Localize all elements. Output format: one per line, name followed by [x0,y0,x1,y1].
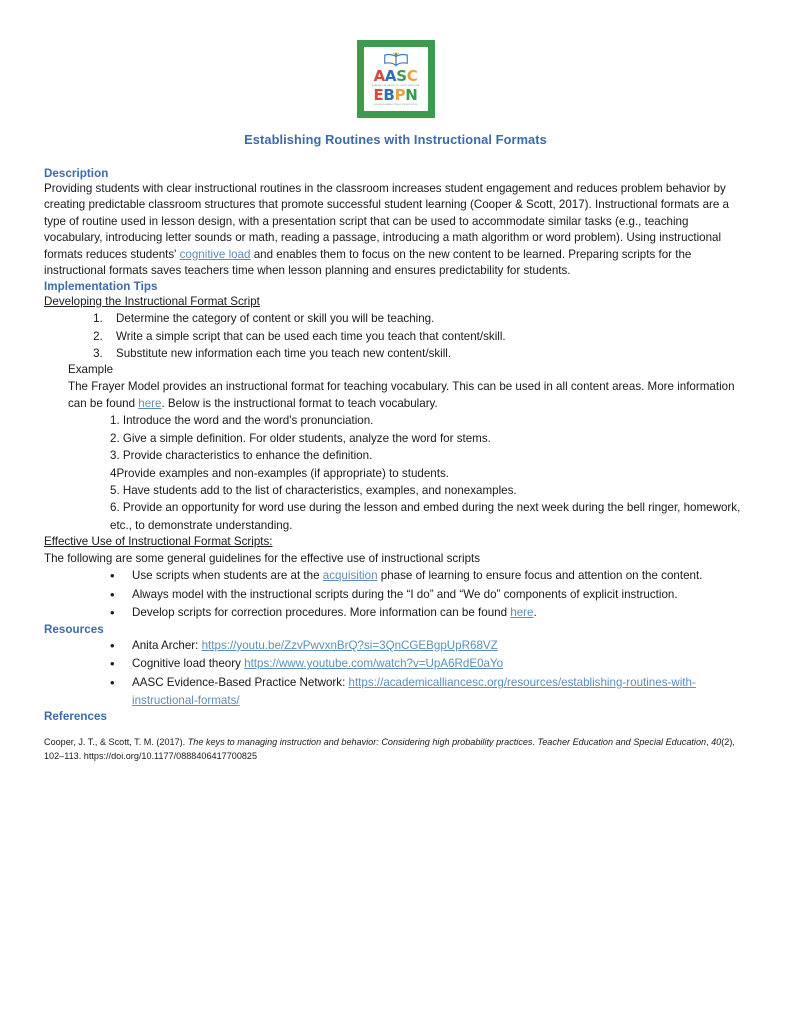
bullet-text-post: . [533,606,537,620]
correction-here-link[interactable]: here [510,606,534,620]
bullet-text-pre: Develop scripts for correction procedures. More information can be found [132,606,511,620]
example-block [44,362,747,412]
page-title: Establishing Routines with Instructional Formats [244,132,547,147]
reference-entry [44,736,747,763]
reference-issue-pages: (2), 102–113. [44,737,735,761]
logo-tagline-1: ACADEMIC ALLIANCE OF SOUTH CAROLINA [371,84,420,87]
logo-line-aasc: AASC [373,66,418,85]
section-heading-references: References [44,710,108,724]
resource-link-aasc-ebpn[interactable]: https://academicalliancesc.org/resources/establishing-routines-with-instructional-formats/ [132,676,696,707]
subheading-developing-script: Developing the Instructional Format Script [44,294,260,308]
example-intro-part2: . Below is the instructional format to teach vocabulary. [161,396,438,410]
list-item [110,655,747,673]
list-item: 3. Substitute new information each time you teach new content/skill. [106,345,747,362]
bullet-text-pre: Always model with the instructional scripts during the “I do” and “We do” components of explicit instruction. [132,587,678,601]
frayer-here-link[interactable]: here [138,396,162,410]
effective-use-intro: The following are some general guidelines for the effective use of instructional scripts [44,551,481,565]
open-book-icon [381,52,411,67]
logo-line-ebpn: EBPN [373,86,418,104]
list-item [110,604,747,622]
reference-comma: , [706,737,712,748]
bullet-text-pre: Use scripts when students are at the [132,569,323,583]
example-intro [68,379,747,412]
description-text-part1: Providing students with clear instructional routines in the classroom increases student engagement and reduces problem behavior by creating predictable classroom structures that promote successful student learning (Cooper & Scott, 2017). Instructional formats are a type of routine used in lesson design, with a presentation script that can be used to accommodate similar tasks (e.g., teaching vocabulary, introducing letter sounds or math, reading a passage, introducing a math algorithm or word problem). Using instructional formats reduces students' [44,182,730,261]
resource-label: Anita Archer: [132,638,202,652]
reference-doi[interactable]: https://doi.org/10.1177/0888406417700825 [83,750,258,761]
list-item: 2. Give a simple definition. For older students, analyze the word for stems. [110,431,491,445]
effective-use-bullets [44,567,747,622]
list-item: 2. Write a simple script that can be used each time you teach that content/skill. [106,328,747,345]
reference-volume: 40 [711,737,722,748]
description-paragraph [44,181,747,280]
list-item [110,586,747,604]
list-item: 1. Introduce the word and the word’s pronunciation. [110,414,374,428]
resource-link-anita-archer[interactable]: https://youtu.be/ZzvPwvxnBrQ?si=3QnCGEBgpUpR68VZ [201,638,498,652]
list-item: 4Provide examples and non-examples (if appropriate) to students. [110,466,449,480]
resource-label: Cognitive load theory [132,657,245,671]
resources-list [44,637,747,709]
logo-tagline-2: EVIDENCE-BASED PRACTICE NETWORK [373,104,418,106]
reference-authors: Cooper, J. T., & Scott, T. M. (2017). [44,737,188,748]
section-heading-implementation-tips: Implementation Tips [44,279,158,293]
resource-label: AASC Evidence-Based Practice Network: [132,676,349,690]
reference-journal: Teacher Education and Special Education [537,737,707,748]
example-intro-part1: The Frayer Model provides an instructional format for teaching vocabulary. This can be used in all content areas. More information can be found [68,380,735,410]
subheading-effective-use: Effective Use of Instructional Format Scripts: [44,535,273,549]
list-item [110,637,747,655]
developing-script-steps [44,310,747,362]
description-text-part2: and enables them to focus on the new content to be learned. Preparing scripts for the instructional formats saves teachers time when lesson planning and ensures predictability for students. [44,247,692,278]
cognitive-load-link[interactable]: cognitive load [179,247,251,261]
bullet-text-post: phase of learning to ensure focus and attention on the content. [377,569,703,583]
reference-article-title: The keys to managing instruction and behavior: Considering high probability practices [187,737,533,748]
list-item: 5. Have students add to the list of characteristics, examples, and nonexamples. [110,483,517,497]
logo-container [44,40,747,118]
list-item: 3. Provide characteristics to enhance the definition. [110,449,373,463]
acquisition-link[interactable]: acquisition [322,569,378,583]
vocabulary-format-steps [44,412,747,534]
list-item: 6. Provide an opportunity for word use during the lesson and embed during the next week during the bell ringer, homework, etc., to demonstrate understanding. [110,501,741,532]
list-item [110,674,747,709]
section-heading-description: Description [44,167,109,180]
section-heading-resources: Resources [44,622,104,636]
aasc-ebpn-logo [357,40,435,118]
list-item: 1. Determine the category of content or skill you will be teaching. [106,310,747,327]
example-label: Example [68,363,114,377]
resource-link-cognitive-load-theory[interactable]: https://www.youtube.com/watch?v=UpA6RdE0aYo [244,657,504,671]
reference-punct: . [532,737,538,748]
list-item [110,567,747,585]
